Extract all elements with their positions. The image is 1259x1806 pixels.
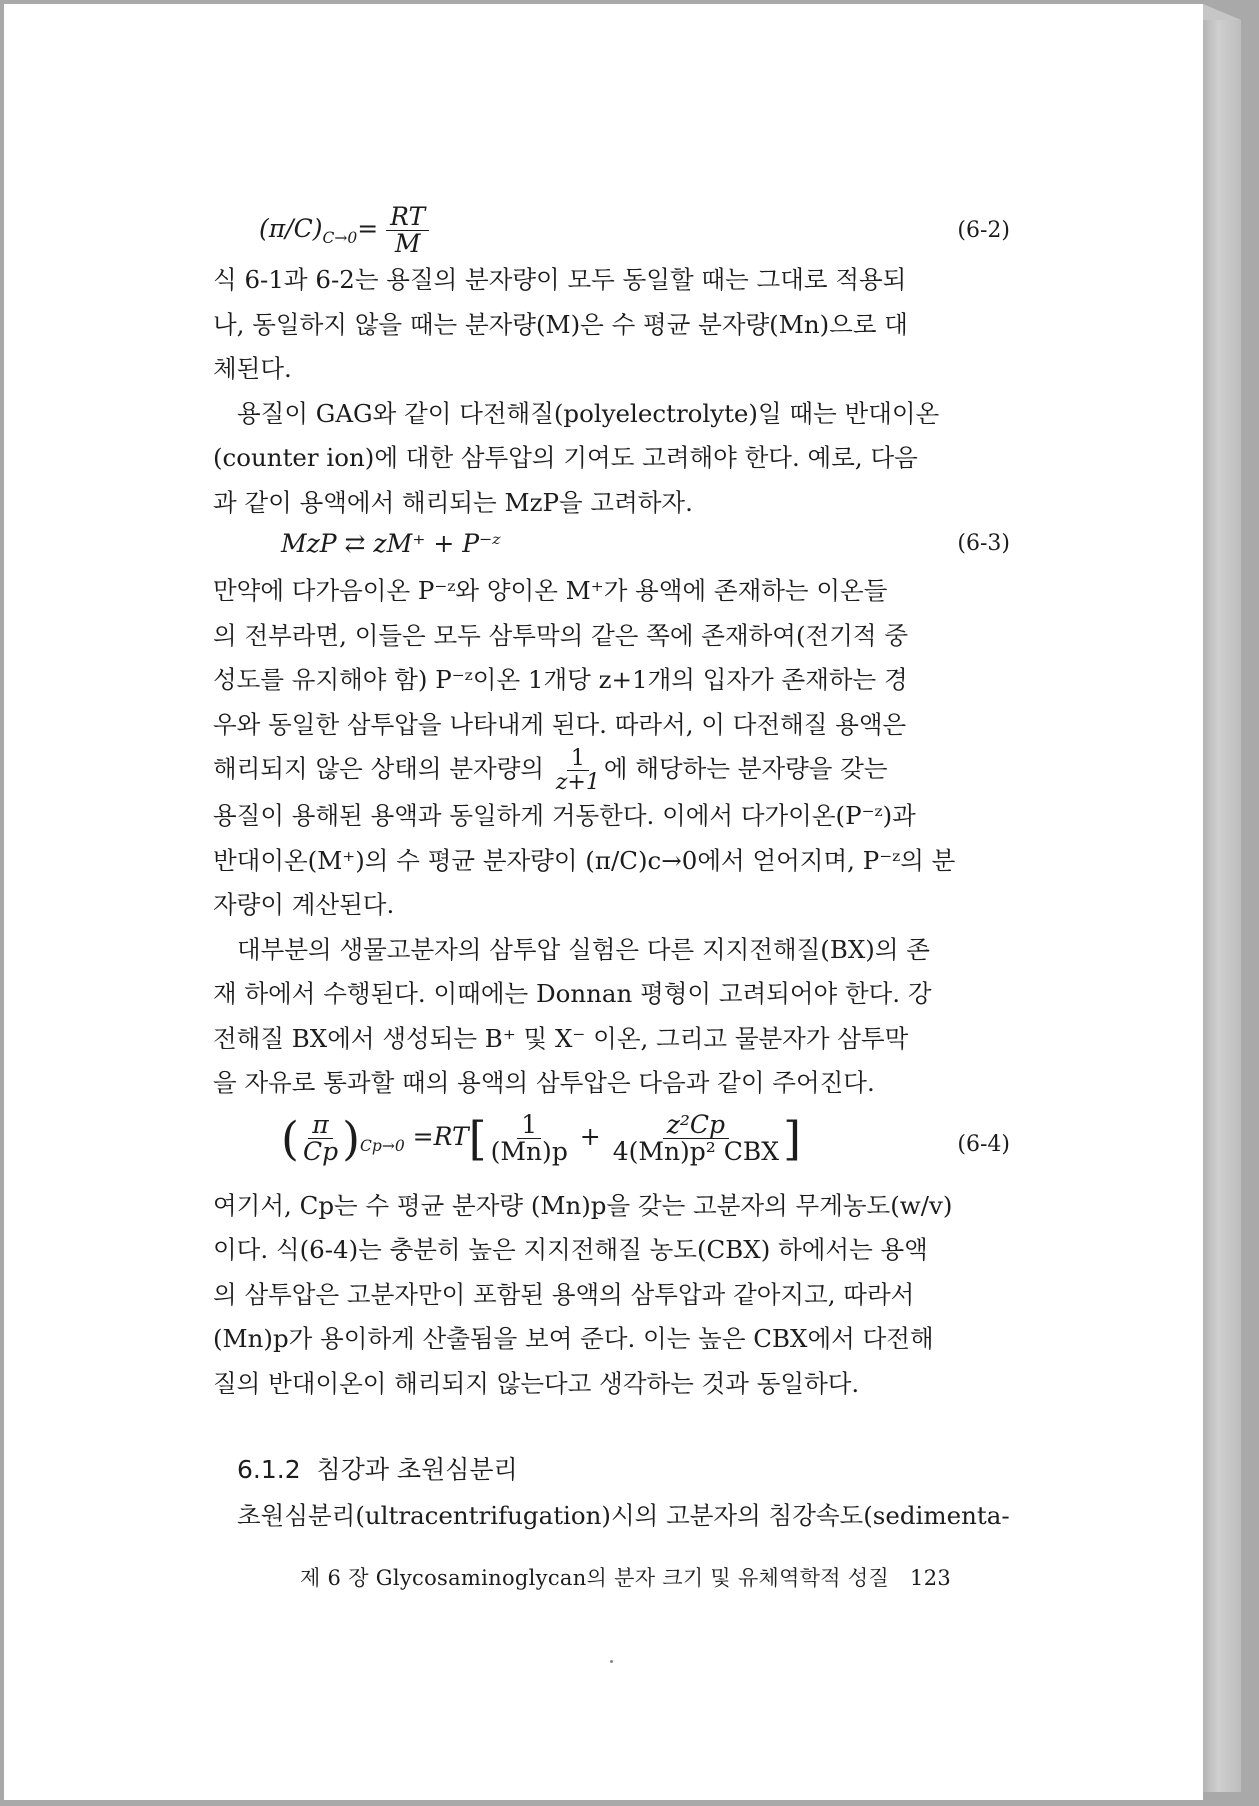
paragraph-5 [213, 1184, 1016, 1407]
paragraph-3 [213, 569, 1016, 928]
para1-line2: 나, 동일하지 않을 때는 분자량(M)은 수 평균 분자량(Mn)으로 대 [213, 309, 908, 339]
eq-6-4-lbracket: [ [468, 1111, 487, 1166]
eq-6-4-term2-den: 4(Mn)p² CBX [612, 1136, 780, 1166]
eq-6-4-term1-den: (Mn)p [490, 1136, 568, 1166]
para3-line7: 반대이온(M⁺)의 수 평균 분자량이 (π/C)c→0에서 얻어지며, P⁻ᶻ의 분 [213, 845, 956, 875]
para3-line8: 자량이 계산된다. [213, 890, 395, 920]
equation-6-3 [213, 525, 1016, 569]
section-heading [213, 1446, 1016, 1494]
eq-6-4-term1-num: 1 [517, 1112, 541, 1139]
eq-6-4-term2-num: z²Cp [663, 1112, 729, 1139]
para3-line1: 만약에 다가음이온 P⁻ᶻ와 양이온 M⁺가 용액에 존재하는 이온들 [213, 576, 888, 605]
scan-speck [610, 1660, 613, 1663]
equation-6-2 [213, 200, 1016, 258]
para3-line5 [213, 747, 1016, 794]
para3-line2: 의 전부라면, 이들은 모두 삼투막의 같은 쪽에 존재하여(전기적 중 [213, 620, 908, 650]
para6-line1: 초원심분리(ultracentrifugation)시의 고분자의 침강속도(sedimenta- [237, 1501, 1010, 1531]
para5-line2: 이다. 식(6-4)는 충분히 높은 지지전해질 농도(CBX) 하에서는 용액 [213, 1235, 928, 1265]
para3-line5-b: 에 해당하는 분자량을 갖는 [603, 754, 888, 784]
eq-6-2-denominator: M [394, 229, 421, 259]
para4-line1: 대부분의 생물고분자의 삼투압 실험은 다른 지지전해질(BX)의 존 [237, 934, 930, 964]
para5-line4: (Mn)p가 용이하게 산출됨을 보여 준다. 이는 높은 CBX에서 다전해 [213, 1324, 934, 1354]
section-title: 침강과 초원심분리 [316, 1455, 518, 1485]
eq-6-4-lparen: ( [281, 1111, 299, 1166]
eq-6-4-plus: + [579, 1121, 601, 1151]
page-footer [300, 1562, 1000, 1592]
eq-6-4-rt: =RT [412, 1121, 469, 1151]
eq-6-2-numerator: RT [386, 204, 429, 231]
para1-line1: 식 6-1과 6-2는 용질의 분자량이 모두 동일할 때는 그대로 적용되 [213, 265, 907, 294]
para5-line5: 질의 반대이온이 해리되지 않는다고 생각하는 것과 동일하다. [213, 1368, 860, 1398]
para4-line2: 재 하에서 수행된다. 이때에는 Donnan 평형이 고려되어야 한다. 강 [213, 979, 932, 1009]
eq-6-2-number: (6-2) [957, 218, 1010, 243]
para4-line4: 을 자유로 통과할 때의 용액의 삼투압은 다음과 같이 주어진다. [213, 1068, 875, 1098]
para3-fraction [552, 747, 604, 794]
eq-6-4-lhs-num: π [308, 1112, 332, 1139]
eq-6-2-fraction [386, 204, 429, 258]
page-edge-top [1203, 4, 1241, 20]
para3-line6: 용질이 용해된 용액과 동일하게 거동한다. 이에서 다가이온(P⁻ᶻ)과 [213, 801, 916, 831]
eq-6-4-lhs-fraction [299, 1109, 342, 1166]
eq-6-3-text: MzP ⇄ zM⁺ + P⁻ᶻ [281, 529, 501, 558]
paragraph-4 [213, 928, 1016, 1106]
eq-6-2-lhs-sub: C→0 [322, 229, 358, 248]
para3-fraction-num: 1 [567, 747, 589, 771]
eq-6-4-rparen: ) [342, 1111, 361, 1166]
book-spine-edge [1203, 20, 1241, 1792]
equation-6-4 [213, 1106, 1016, 1184]
eq-6-2-equals: = [357, 214, 379, 244]
para2-line2: (counter ion)에 대한 삼투압의 기여도 고려해야 한다. 예로, 다음 [213, 443, 918, 472]
para3-line5-a: 해리되지 않은 상태의 분자량의 [213, 754, 545, 784]
para2-line1: 용질이 GAG와 같이 다전해질(polyelectrolyte)일 때는 반대이온 [237, 398, 940, 428]
para2-line3: 과 같이 용액에서 해리되는 MzP을 고려하자. [213, 487, 693, 517]
eq-6-4-lhs-den: Cp [302, 1136, 339, 1166]
para3-line4: 우와 동일한 삼투압을 나타내게 된다. 따라서, 이 다전해질 용액은 [213, 709, 907, 739]
eq-6-4-term1 [487, 1109, 572, 1166]
eq-6-2-lhs: (π/C) [259, 214, 323, 244]
eq-6-4-rbracket: ] [783, 1111, 802, 1166]
page-number: 123 [910, 1566, 952, 1590]
para5-line3: 의 삼투압은 고분자만이 포함된 용액의 삼투압과 같아지고, 따라서 [213, 1279, 915, 1309]
eq-6-4-term2 [609, 1109, 783, 1166]
para4-line3: 전해질 BX에서 생성되는 B⁺ 및 X⁻ 이온, 그리고 물분자가 삼투막 [213, 1023, 909, 1053]
eq-6-4-lhs-sub: Cp→0 [360, 1136, 405, 1155]
paragraph-2 [213, 392, 1016, 526]
running-head: 제 6 장 Glycosaminoglycan의 분자 크기 및 유체역학적 성질 [300, 1566, 890, 1590]
section-number: 6.1.2 [237, 1455, 301, 1485]
para3-line3: 성도를 유지해야 함) P⁻ᶻ이온 1개당 z+1개의 입자가 존재하는 경 [213, 665, 908, 694]
page-content [213, 200, 1016, 1539]
para3-fraction-den: z+1 [555, 770, 600, 796]
paragraph-1 [213, 258, 1016, 392]
eq-6-4-number: (6-4) [957, 1131, 1010, 1157]
para5-line1: 여기서, Cp는 수 평균 분자량 (Mn)p을 갖는 고분자의 무게농도(w/v) [213, 1190, 953, 1220]
para1-line3: 체된다. [213, 354, 292, 383]
eq-6-3-number: (6-3) [957, 531, 1010, 556]
paragraph-6 [213, 1494, 1016, 1539]
